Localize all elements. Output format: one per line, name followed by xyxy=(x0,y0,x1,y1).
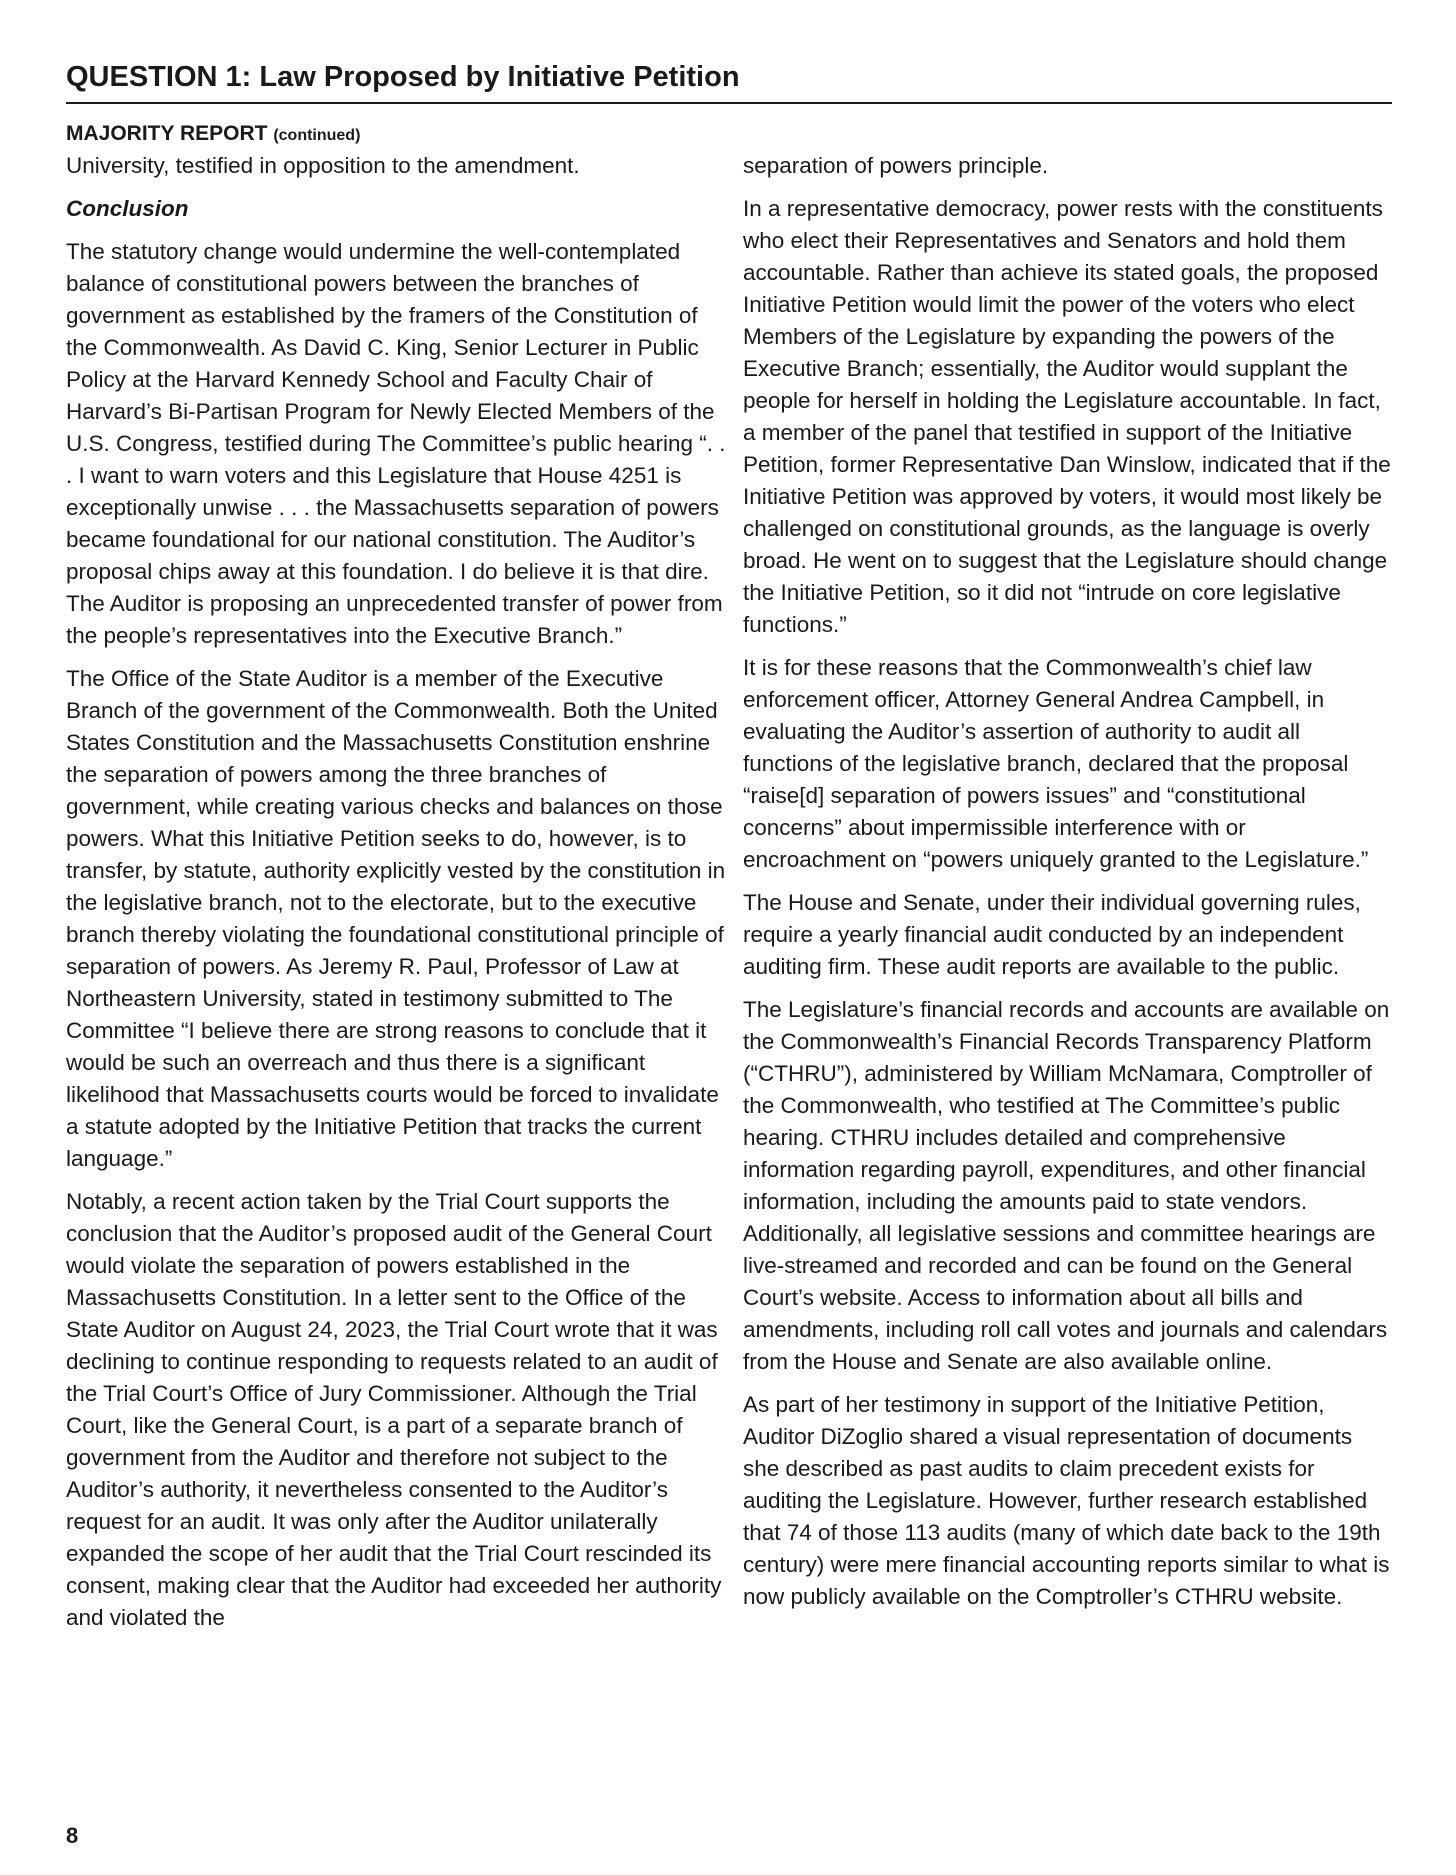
right-column xyxy=(743,150,1393,1624)
page-header xyxy=(66,58,1392,104)
section-continued-label: (continued) xyxy=(273,127,361,144)
section-heading xyxy=(66,120,360,150)
page-title: QUESTION 1: Law Proposed by Initiative Petition xyxy=(66,58,1392,104)
page-number: 8 xyxy=(66,1823,79,1848)
section-heading-label: MAJORITY REPORT xyxy=(66,122,268,145)
paragraph: In a representative democracy, power rests with the constituents who elect their Representatives and Senators and hold them accountable. Rather than achieve its stated goals, the proposed Initiative Petition would limit the power of the voters who elect Members of the Legislature by expanding the powers of the Executive Branch; essentially, the Auditor would supplant the people for herself in holding the Legislature accountable. In fact, a member of the panel that testified in support of the Initiative Petition, former Representative Dan Winslow, indicated that if the Initiative Petition was approved by voters, it would most likely be challenged on constitutional grounds, as the language is overly broad. He went on to suggest that the Legislature should change the Initiative Petition, so it did not “intrude on core legislative functions.” xyxy=(743,196,1391,637)
paragraph: Notably, a recent action taken by the Trial Court supports the conclusion that the Auditor’s proposed audit of the General Court would violate the separation of powers established in the Massachusetts Constitution. In a letter sent to the Office of the State Auditor on August 24, 2023, the Trial Court wrote that it was declining to continue responding to requests related to an audit of the Trial Court’s Office of Jury Commissioner. Although the Trial Court, like the General Court, is a part of a separate branch of government from the Auditor and therefore not subject to the Auditor’s authority, it nevertheless consented to the Auditor’s request for an audit. It was only after the Auditor unilaterally expanded the scope of her audit that the Trial Court rescinded its consent, making clear that the Auditor had exceeded her authority and violated the xyxy=(66,1189,722,1630)
paragraph: It is for these reasons that the Commonwealth’s chief law enforcement officer, Attorney General Andrea Campbell, in evaluating the Auditor’s assertion of authority to audit all functions of the legislative branch, declared that the proposal “raise[d] separation of powers issues” and “constitutional concerns” about impermissible interference with or encroachment on “powers uniquely granted to the Legislature.” xyxy=(743,655,1369,872)
paragraph: The Legislature’s financial records and accounts are available on the Commonwealth’s Financial Records Transparency Platform (“CTHRU”), administered by William McNamara, Comptroller of the Commonwealth, who testified at The Committee’s public hearing. CTHRU includes detailed and comprehensive information regarding payroll, expenditures, and other financial information, including the amounts paid to state vendors. Additionally, all legislative sessions and committee hearings are live-streamed and recorded and can be found on the General Court’s website. Access to information about all bills and amendments, including roll call votes and journals and calendars from the House and Senate are also available online. xyxy=(743,997,1390,1374)
conclusion-subheading: Conclusion xyxy=(66,196,189,221)
paragraph: University, testified in opposition to the amendment. xyxy=(66,153,580,178)
paragraph: The statutory change would undermine the well-contemplated balance of constitutional powers between the branches of government as established by the framers of the Constitution of the Commonwealth. As David C. King, Senior Lecturer in Public Policy at the Harvard Kennedy School and Faculty Chair of Harvard’s Bi-Partisan Program for Newly Elected Members of the U.S. Congress, testified during The Committee’s public hearing “. . . I want to warn voters and this Legislature that House 4251 is exceptionally unwise . . . the Massachusetts separation of powers became foundational for our national constitution. The Auditor’s proposal chips away at this foundation. I do believe it is that dire. The Auditor is proposing an unprecedented transfer of power from the people’s representatives into the Executive Branch.” xyxy=(66,239,726,648)
paragraph: The House and Senate, under their individual governing rules, require a yearly financial audit conducted by an independent auditing firm. These audit reports are available to the public. xyxy=(743,890,1361,979)
paragraph: separation of powers principle. xyxy=(743,153,1049,178)
left-column xyxy=(66,150,726,1645)
paragraph: As part of her testimony in support of the Initiative Petition, Auditor DiZoglio shared a visual representation of documents she described as past audits to claim precedent exists for auditing the Legislature. However, further research established that 74 of those 113 audits (many of which date back to the 19th century) were mere financial accounting reports similar to what is now publicly available on the Comptroller’s CTHRU website. xyxy=(743,1392,1390,1609)
paragraph: The Office of the State Auditor is a member of the Executive Branch of the government of the Commonwealth. Both the United States Constitution and the Massachusetts Constitution enshrine the separation of powers among the three branches of government, while creating various checks and balances on those powers. What this Initiative Petition seeks to do, however, is to transfer, by statute, authority explicitly vested by the constitution in the legislative branch, not to the electorate, but to the executive branch thereby violating the foundational constitutional principle of separation of powers. As Jeremy R. Paul, Professor of Law at Northeastern University, stated in testimony submitted to The Committee “I believe there are strong reasons to conclude that it would be such an overreach and thus there is a significant likelihood that Massachusetts courts would be forced to invalidate a statute adopted by the Initiative Petition that tracks the current language.” xyxy=(66,666,726,1171)
